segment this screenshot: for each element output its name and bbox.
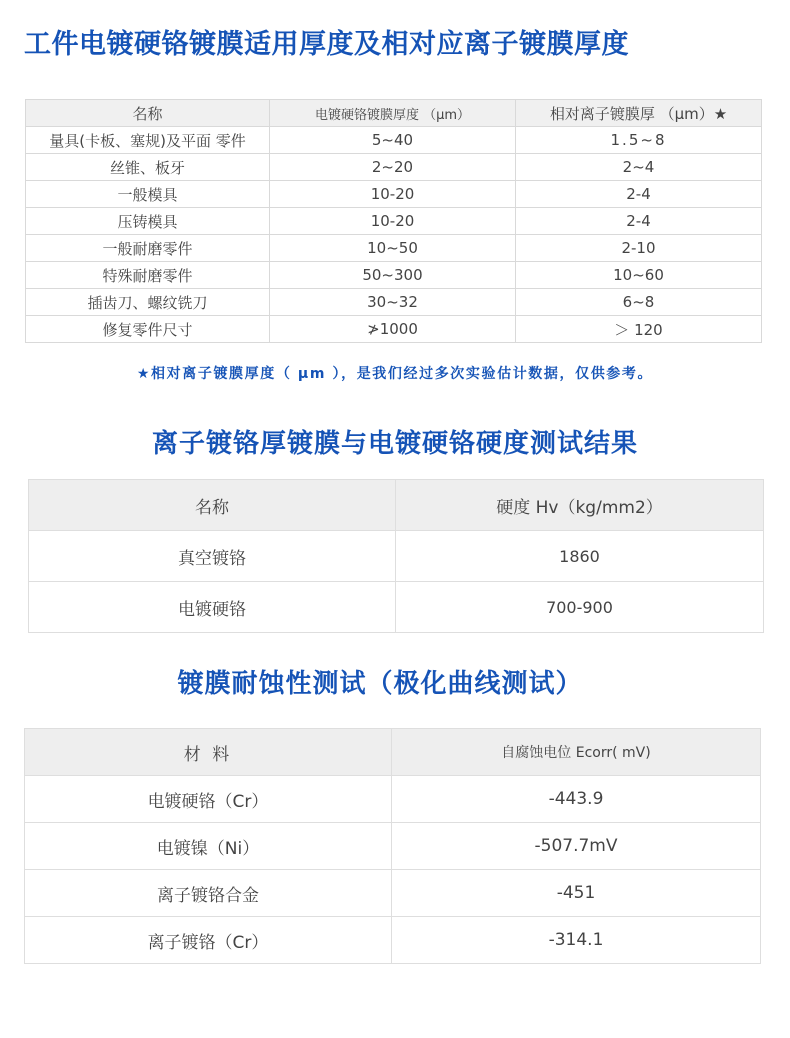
- section-title-hardness: 离子镀铬厚镀膜与电镀硬铬硬度测试结果: [151, 429, 638, 459]
- cell-hardness: 700-900: [396, 582, 764, 633]
- section-title-corrosion: 镀膜耐蚀性测试（极化曲线测试）: [177, 669, 583, 699]
- table-row: [26, 127, 762, 154]
- cell-name: 一般耐磨零件: [26, 235, 270, 262]
- cell-ion: 2-4: [516, 181, 762, 208]
- table-row: [25, 776, 761, 823]
- cell-ion: 10~60: [516, 262, 762, 289]
- cell-name: 修复零件尺寸: [26, 316, 270, 343]
- cell-ion: 2-4: [516, 208, 762, 235]
- cell-chrome: 10-20: [270, 181, 516, 208]
- header-chrome-thickness: 电镀硬铬镀膜厚度 （μm）: [270, 100, 516, 127]
- cell-ion: 2-10: [516, 235, 762, 262]
- table-row: [29, 531, 764, 582]
- table-header-row: [29, 480, 764, 531]
- thickness-table: [25, 99, 762, 343]
- page-title: 工件电镀硬铬镀膜适用厚度及相对应离子镀膜厚度: [24, 29, 629, 60]
- header-material: 材 料: [25, 729, 392, 776]
- header-ecorr: 自腐蚀电位 Ecorr( mV): [392, 729, 761, 776]
- cell-chrome: 30~32: [270, 289, 516, 316]
- hardness-table: [28, 479, 764, 633]
- cell-hardness: 1860: [396, 531, 764, 582]
- cell-name: 丝锥、板牙: [26, 154, 270, 181]
- cell-name: 量具(卡板、塞规)及平面 零件: [26, 127, 270, 154]
- table-row: [25, 917, 761, 964]
- header-name: 名称: [26, 100, 270, 127]
- cell-name: 压铸模具: [26, 208, 270, 235]
- cell-ecorr: -507.7mV: [392, 823, 761, 870]
- cell-material: 电镀硬铬（Cr）: [25, 776, 392, 823]
- corrosion-table: [24, 728, 761, 964]
- cell-material: 离子镀铬（Cr）: [25, 917, 392, 964]
- cell-chrome: ≯1000: [270, 316, 516, 343]
- cell-ion: 6~8: [516, 289, 762, 316]
- table-row: [26, 289, 762, 316]
- cell-chrome: 10-20: [270, 208, 516, 235]
- cell-ion: 2~4: [516, 154, 762, 181]
- table-row: [26, 316, 762, 343]
- cell-chrome: 10~50: [270, 235, 516, 262]
- cell-name: 插齿刀、螺纹铣刀: [26, 289, 270, 316]
- table-row: [29, 582, 764, 633]
- cell-material: 电镀镍（Ni）: [25, 823, 392, 870]
- cell-material: 离子镀铬合金: [25, 870, 392, 917]
- table-row: [26, 262, 762, 289]
- cell-chrome: 50~300: [270, 262, 516, 289]
- cell-name: 特殊耐磨零件: [26, 262, 270, 289]
- header-ion-thickness: 相对离子镀膜厚 （μm）★: [516, 100, 762, 127]
- cell-chrome: 2~20: [270, 154, 516, 181]
- header-hardness: 硬度 Hv（kg/mm2）: [396, 480, 764, 531]
- cell-ion: 1.5~8: [516, 127, 762, 154]
- table-row: [25, 870, 761, 917]
- table-row: [26, 235, 762, 262]
- table-row: [25, 823, 761, 870]
- table-row: [26, 154, 762, 181]
- cell-ecorr: -314.1: [392, 917, 761, 964]
- cell-ecorr: -451: [392, 870, 761, 917]
- cell-name: 真空镀铬: [29, 531, 396, 582]
- cell-ion: ＞ 120: [516, 316, 762, 343]
- cell-ecorr: -443.9: [392, 776, 761, 823]
- table-header-row: [26, 100, 762, 127]
- table-row: [26, 208, 762, 235]
- cell-chrome: 5~40: [270, 127, 516, 154]
- table-row: [26, 181, 762, 208]
- footnote: ★相对离子镀膜厚度（ μm ），是我们经过多次实验估计数据，仅供参考。: [136, 366, 654, 382]
- header-name: 名称: [29, 480, 396, 531]
- table-header-row: [25, 729, 761, 776]
- cell-name: 电镀硬铬: [29, 582, 396, 633]
- cell-name: 一般模具: [26, 181, 270, 208]
